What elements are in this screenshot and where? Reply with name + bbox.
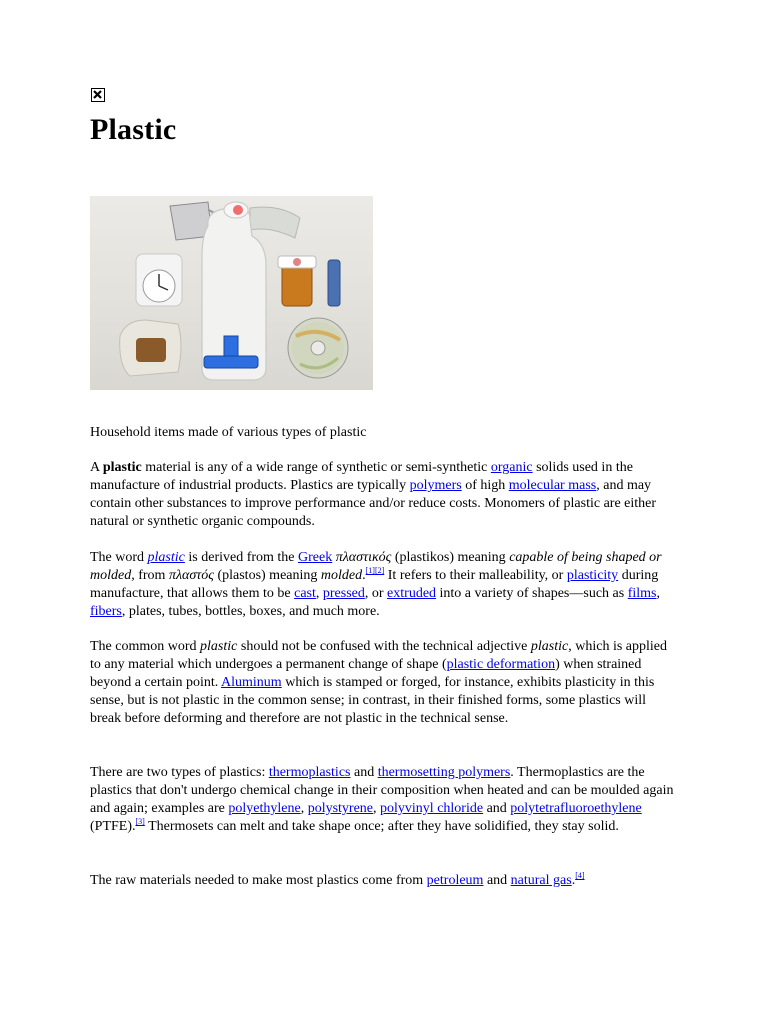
text: , or [364, 585, 388, 601]
text: There are two types of plastics: [90, 765, 269, 780]
italic-text: capable of being shaped or molded [90, 550, 662, 583]
link-plastic-deformation[interactable]: plastic deformation [446, 656, 556, 672]
link-molecular-mass[interactable]: molecular mass [508, 477, 597, 493]
paragraph-3 [90, 638, 680, 728]
text: and [483, 800, 511, 816]
text: . [571, 873, 576, 888]
text: The common word [90, 639, 201, 654]
text: and [350, 765, 378, 780]
text: ) when strained beyond a certain point. [90, 656, 642, 690]
text: solids used in the manufacture of industrial products. Plastics are typically [90, 460, 633, 493]
link-natural-gas[interactable]: natural gas [510, 873, 572, 888]
household-plastics-photo [90, 196, 373, 390]
text: . Thermoplastics are the plastics that don't undergo chemical change in their composition when heated and can be moulded again and again; examples are [90, 765, 674, 816]
image-caption: Household items made of various types of plastic [90, 425, 367, 440]
text: , which is applied to any material which undergoes a permanent change of shape ( [90, 639, 668, 672]
text: which is stamped or forged, for instance, exhibits plasticity in this sense, but is not plastic in the common sense; in contrast, in their finished forms, some plastics will break before deforming and therefore are not plastic in the technical sense. [90, 674, 655, 726]
text: The raw materials needed to make most plastics come from [90, 873, 427, 888]
text: A [90, 460, 103, 475]
greek-word: πλαστός [168, 567, 214, 583]
link-thermoplastics[interactable]: thermoplastics [268, 765, 351, 780]
link-aluminum[interactable]: Aluminum [221, 674, 282, 690]
link-polyvinyl-chloride[interactable]: polyvinyl chloride [380, 800, 484, 816]
text: . [362, 567, 366, 583]
paragraph-2 [90, 549, 680, 621]
link-pressed[interactable]: pressed [322, 585, 365, 601]
text: during manufacture, that allows them to be [90, 567, 659, 601]
link-extruded[interactable]: extruded [387, 585, 437, 601]
link-films[interactable]: films [627, 585, 657, 601]
citation-2[interactable]: [2] [374, 565, 385, 575]
citation-1[interactable]: [1] [365, 565, 375, 575]
paragraph-4 [90, 764, 680, 836]
citation-3[interactable]: [3] [135, 816, 145, 826]
text: (PTFE). [90, 818, 136, 834]
greek-word: πλαστικός [335, 550, 392, 565]
text: into a variety of shapes—such as [436, 585, 628, 601]
link-polytetrafluoroethylene[interactable]: polytetrafluoroethylene [510, 800, 642, 816]
broken-image-icon [91, 88, 105, 102]
text: of high [461, 477, 509, 493]
text: , and may contain other substances to improve performance and/or reduce costs. Monomers of plastic are either natural or synthetic organic compounds. [90, 477, 657, 529]
link-fibers[interactable]: fibers [90, 603, 122, 619]
text: is derived from the [184, 550, 299, 565]
link-plastic[interactable]: plastic [147, 550, 185, 565]
text: (plastikos) meaning [391, 550, 510, 565]
text: , from [131, 567, 169, 583]
link-petroleum[interactable]: petroleum [426, 873, 484, 888]
italic-text: molded [320, 567, 363, 583]
text: The word [90, 550, 148, 565]
text: It refers to their malleability, or [384, 567, 567, 583]
link-cast[interactable]: cast [294, 585, 316, 601]
link-thermosetting-polymers[interactable]: thermosetting polymers [377, 765, 511, 780]
paragraph-5 [90, 872, 680, 890]
text: material is any of a wide range of synthetic or semi-synthetic [141, 460, 491, 475]
link-greek[interactable]: Greek [298, 550, 333, 565]
italic-text: plastic [200, 639, 238, 654]
bold-term: plastic [102, 460, 142, 475]
text: and [483, 873, 511, 888]
link-polymers[interactable]: polymers [409, 477, 462, 493]
link-organic[interactable]: organic [490, 460, 533, 475]
text: , [315, 585, 323, 601]
article [90, 88, 680, 888]
text: (plastos) meaning [213, 567, 321, 583]
text: , [373, 800, 381, 816]
text: Thermosets can melt and take shape once; after they have solidified, they stay solid. [144, 818, 619, 834]
text: , plates, tubes, bottles, boxes, and much more. [121, 603, 380, 619]
link-polystyrene[interactable]: polystyrene [307, 800, 374, 816]
citation-4[interactable]: [4] [575, 871, 585, 880]
paragraph-1 [90, 459, 680, 531]
text: , [656, 585, 660, 601]
page-title: Plastic [90, 113, 177, 146]
text: should not be confused with the technical adjective [237, 639, 531, 654]
link-plasticity[interactable]: plasticity [566, 567, 619, 583]
italic-text: plastic [530, 639, 569, 654]
link-polyethylene[interactable]: polyethylene [228, 800, 301, 816]
text: , [300, 800, 308, 816]
